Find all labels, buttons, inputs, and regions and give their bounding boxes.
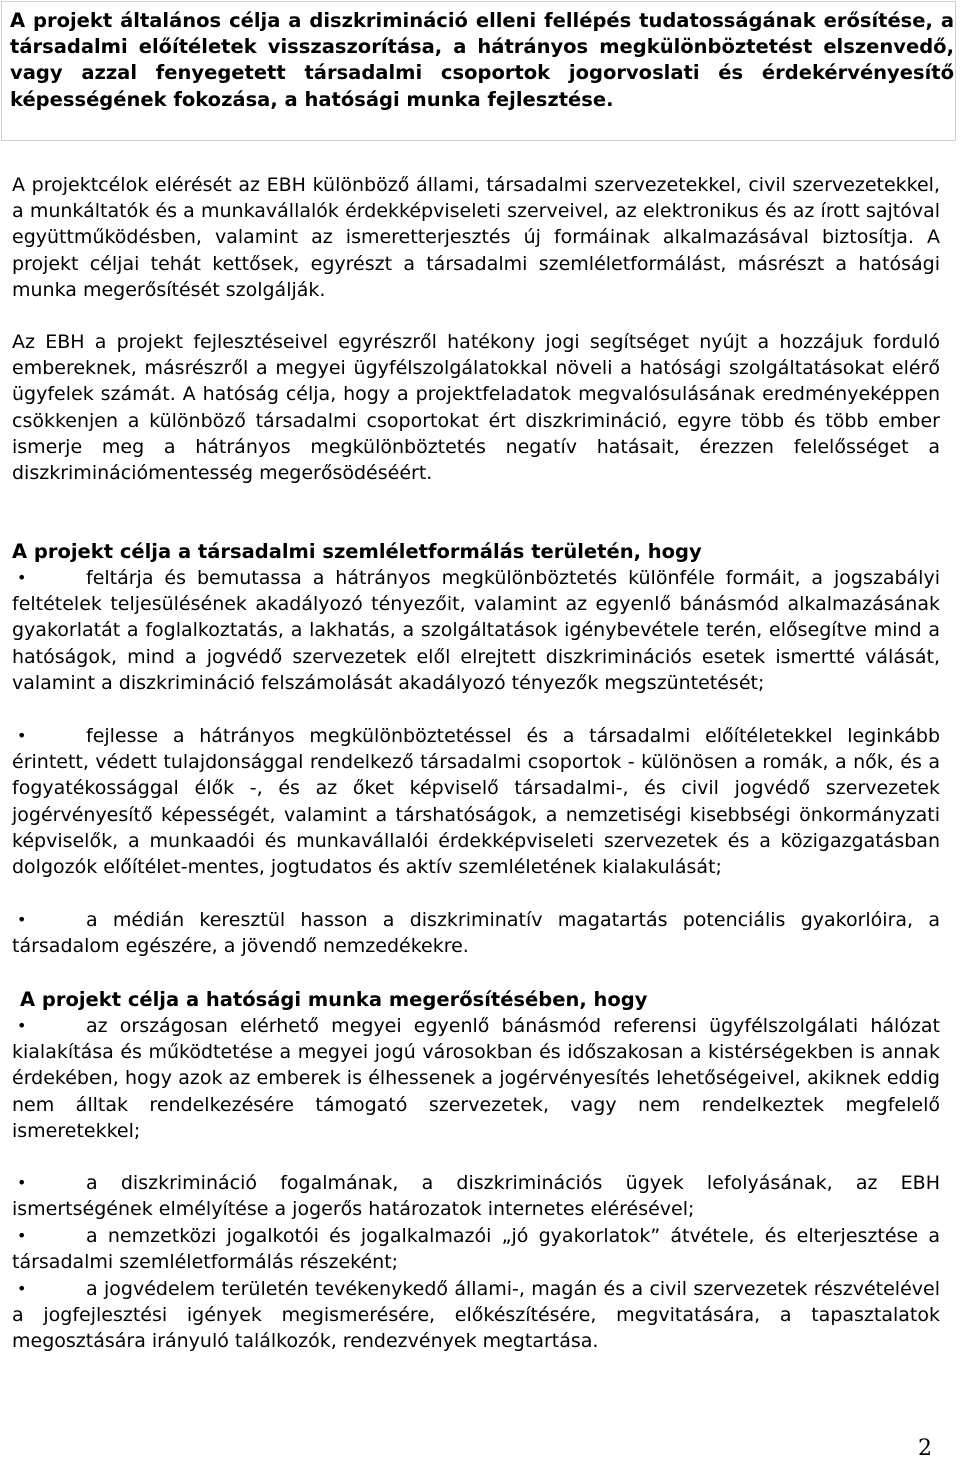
page-number: 2 <box>918 1436 932 1461</box>
bullet-icon: • <box>17 1279 27 1298</box>
bullet-icon: • <box>17 1226 27 1245</box>
body-paragraph-1: A projektcélok elérését az EBH különböző állami, társadalmi szervezetekkel, civil szervezetekkel, a munkáltatók és a munkavállalók érdekképviseleti szerveivel, az elektronikus és az írott sajtóval együttműködésben, valamint az ismeretterjesztés új formáinak alkalmazásával biztosítja. A projekt céljai tehát kettősek, egyrészt a társadalmi szemléletformálást, másrészt a hatósági munka megerősítését szolgálják. <box>12 174 940 301</box>
intro-box <box>1 1 956 141</box>
section2-bullet-4: a jogvédelem területén tevékenykedő állami-, magán és a civil szervezetek részvételével a jogfejlesztési igények megismerésére, előkészítésére, megvitatására, a tapasztalatok megosztására irányuló találkozók, rendezvények megtartása. <box>12 1278 940 1353</box>
section2-bullet-1: az országosan elérhető megyei egyenlő bánásmód referensi ügyfélszolgálati hálózat kialakítása és működtetése a megyei jogú városokban és időszakosan a kistérségekben is annak érdekében, hogy azok az emberek is élhessenek a jogérvényesítés lehetőségeivel, akiknek eddig nem álltak rendelkezésére támogató szervezetek, vagy nem rendelkeztek megfelelő ismeretekkel; <box>12 1015 940 1142</box>
section2-bullet-3: a nemzetközi jogalkotói és jogalkalmazói „jó gyakorlatok” átvétele, és elterjesztése a társadalmi szemléletformálás részeként; <box>12 1225 940 1274</box>
bullet-icon: • <box>17 726 27 745</box>
section1-bullet-2: fejlesse a hátrányos megkülönböztetéssel és a társadalmi előítéletekkel leginkább érintett, védett tulajdonsággal rendelkező társadalmi csoportok - különösen a romák, a nők, és a fogyatékossággal élők -, és az őket képviselő társadalmi-, és civil jogvédő szervezetek jogérvényesítő képességét, valamint a társhatóságok, a nemzetiségi kisebbségi önkormányzati képviselők, a munkaadói és munkavállalói érdekképviseleti szervezetek és a közigazgatásban dolgozók előítélet-mentes, jogtudatos és aktív szemléletének kialakulását; <box>12 725 940 879</box>
body-paragraph-2: Az EBH a projekt fejlesztéseivel egyrészről hatékony jogi segítséget nyújt a hozzájuk forduló embereknek, másrészről a megyei ügyfélszolgálatokkal növeli a hatósági szolgáltatásokat elérő ügyfelek számát. A hatóság célja, hogy a projektfeladatok megvalósulásának eredményeképpen csökkenjen a különböző társadalmi csoportokat ért diszkrimináció, egyre több és több ember ismerje meg a hátrányos megkülönböztetés negatív hatásait, érezzen felelősséget a diszkriminációmentesség megerősödéséért. <box>12 331 940 485</box>
bullet-icon: • <box>17 568 27 587</box>
intro-box-text: A projekt általános célja a diszkrimináció elleni fellépés tudatosságának erősítése, a társadalmi előítéletek visszaszorítása, a hátrányos megkülönböztetést elszenvedő, vagy azzal fenyegetett társadalmi csoportok jogorvoslati és érdekérvényesítő képességének fokozása, a hatósági munka fejlesztése. <box>10 9 954 111</box>
bullet-icon: • <box>17 910 27 929</box>
section1-bullet-1: feltárja és bemutassa a hátrányos megkülönböztetés különféle formáit, a jogszabályi feltételek teljesülésének akadályozó tényezőit, valamint az egyenlő bánásmód alkalmazásának gyakorlatát a foglalkoztatás, a lakhatás, a szolgáltatások igénybevétele terén, elősegítve mind a hatóságok, mind a jogvédő szervezetek elől elrejtett diszkriminációs esetek ismertté válását, valamint a diszkrimináció felszámolását akadályozó tényezők megszüntetését; <box>12 567 940 694</box>
bullet-icon: • <box>17 1016 27 1035</box>
bullet-icon: • <box>17 1173 27 1192</box>
section2-heading: A projekt célja a hatósági munka megerősítésében, hogy <box>20 988 648 1011</box>
section1-heading: A projekt célja a társadalmi szemléletformálás területén, hogy <box>12 540 702 563</box>
section1-bullet-3: a médián keresztül hasson a diszkriminatív magatartás potenciális gyakorlóira, a társadalom egészére, a jövendő nemzedékekre. <box>12 909 940 958</box>
section2-bullet-2: a diszkrimináció fogalmának, a diszkriminációs ügyek lefolyásának, az EBH ismertségének elmélyítése a jogerős határozatok internetes elérésével; <box>12 1172 940 1221</box>
